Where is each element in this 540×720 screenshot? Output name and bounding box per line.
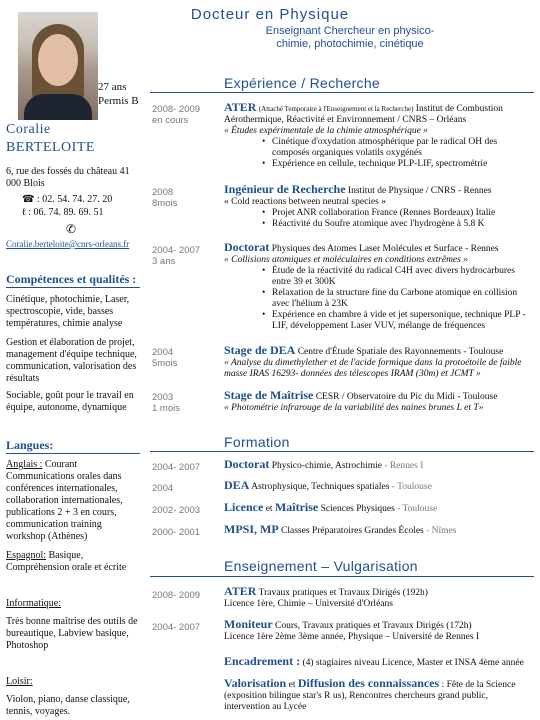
formation-entry: Licence et Maîtrise Sciences Physiques - Toulouse — [224, 500, 438, 514]
enseignement-entry: Moniteur Cours, Travaux pratiques et Travaux Dirigés (172h) Licence 1ère 2ème 3ème année, Physique – Université de Rennes I — [224, 617, 480, 642]
experience-heading: Expérience / Recherche — [224, 75, 381, 91]
espagnol — [6, 550, 132, 574]
entry-bullet: • Projet ANR collaboration France (Rennes Bordeaux) Italie — [272, 208, 536, 219]
entry-dates: 2000- 2001 — [152, 527, 201, 538]
entry-place: Centre d'Étude Spatiale des Rayonnements - Toulouse — [295, 347, 504, 357]
entry-dates: 2004 5mois — [152, 347, 178, 369]
last-name: BERTELOITE — [6, 140, 95, 155]
entry-subject: « Études expérimentale de la chimie atmosphérique » — [224, 126, 428, 136]
mobile-icon: ℓ — [22, 207, 26, 218]
entry-place: Physiques des Atomes Laser Molécules et Surface - Rennes — [269, 244, 499, 254]
driving-licence: Permis B — [98, 95, 139, 107]
entry-subject: « Cold reactions between neutral species » — [224, 197, 386, 207]
entry-dates: 2004 — [152, 483, 174, 494]
entry-subject: « Analyse du dimethylether et de l'acide formique dans la protoétoile de faible masse IRAS 16293- données des télescopes IRAM (30m) et JCMT » — [224, 358, 522, 379]
divider — [150, 92, 534, 93]
divider — [6, 287, 140, 288]
entry-title: Stage de DEA — [224, 343, 296, 357]
anglais-text: Courant Communications orales dans conférences internationales, collaboration internationales, publications 2 + 3 en cours, communication training workshop (Athènes) — [6, 459, 123, 542]
email-icon: ✆ — [66, 222, 77, 236]
entry-bullet: • Étude de la réactivité du radical C4H avec divers hydrocarbures entre 39 et 300K — [272, 266, 536, 288]
formation-entry: MPSI, MP Classes Préparatoires Grandes Écoles - Nîmes — [224, 522, 457, 536]
anglais — [6, 459, 132, 543]
entry-title: Stage de Maîtrise — [224, 388, 314, 402]
entry-bullet: • Cinétique d'oxydation atmosphérique par le radical OH des composés organiques volatils oxygénés — [272, 137, 536, 159]
entry-place: Institut de Physique / CNRS - Rennes — [345, 186, 492, 196]
formation-heading: Formation — [224, 434, 290, 450]
entry-dates: 2008- 2009 en cours — [152, 104, 201, 126]
first-name: Coralie — [6, 122, 51, 137]
entry-subject: « Photométrie infrarouge de la variabilité des naines brunes L et T» — [224, 403, 484, 413]
valorisation: Valorisation et Diffusion des connaissances : Fête de la Science (exposition bilingue star's R us), Rencontres chercheurs grand public, intervention au Lycée — [224, 676, 516, 712]
page-subtitle: Enseignant Chercheur en physico-chimie, photochimie, cinétique — [265, 25, 435, 50]
phone-icon: ☎ — [22, 194, 35, 205]
experience-entry — [224, 242, 536, 332]
entry-bullet: • Réactivité du Soufre atomique avec l'hydrogène à 5.8 K — [272, 219, 536, 230]
enseignement-entry: ATER Travaux pratiques et Travaux Dirigés (192h) Licence 1ère, Chimie – Université d'Orléans — [224, 584, 428, 609]
entry-dates: 2003 1 mois — [152, 392, 180, 414]
entry-dates: 2008- 2009 — [152, 590, 201, 601]
profile-photo — [18, 12, 98, 120]
divider — [6, 453, 140, 454]
langues-heading: Langues: — [6, 438, 54, 452]
entry-bullet: • Expérience en chambre à vide et jet supersonique, technique PLP - LIF, développement Laser VUV, mélange de fréquences — [272, 310, 536, 332]
entry-title: ATER — [224, 100, 257, 114]
anglais-label: Anglais : — [6, 459, 43, 470]
phone-row — [22, 194, 112, 206]
espagnol-label: Espagnol: — [6, 550, 46, 561]
experience-entry — [224, 345, 536, 380]
address: 6, rue des fossés du château 41 000 Blois — [6, 166, 130, 189]
entry-place: CESR / Observatoire du Pic du Midi - Toulouse — [313, 392, 498, 402]
experience-entry — [224, 390, 536, 414]
experience-entry — [224, 184, 536, 230]
entry-place: Institut de Combustion Aérothermique, Réactivité et Environnement / CNRS – Orléans — [224, 104, 503, 125]
loisir-heading: Loisir: — [6, 676, 33, 687]
entry-note: (Attaché Temporaire à l'Enseignement et la Recherche) — [258, 105, 414, 113]
espagnol-text: Basique, Compréhension orale et écrite — [6, 550, 127, 573]
formation-entry: Doctorat Physico-chimie, Astrochimie - Rennes I — [224, 457, 424, 471]
entry-dates: 2004- 2007 — [152, 622, 201, 633]
page-title: Docteur en Physique — [190, 6, 350, 23]
experience-entry — [224, 102, 536, 170]
phone: : 02. 54. 74. 27. 20 — [36, 194, 113, 205]
entry-dates: 2004- 2007 — [152, 462, 201, 473]
entry-bullet: • Expérience en cellule, technique PLP-LIF, spectrométrie — [272, 159, 536, 170]
entry-subject: « Collisions atomiques et moléculaires en conditions extrêmes » — [224, 255, 468, 265]
formation-entry: DEA Astrophysique, Techniques spatiales - Toulouse — [224, 478, 432, 492]
competence-item: Sociable, goût pour le travail en équipe, autonome, dynamique — [6, 390, 134, 413]
fax: : 06. 74. 89. 69. 51 — [28, 207, 104, 218]
informatique-heading: Informatique: — [6, 598, 61, 609]
entry-dates: 2008 8mois — [152, 187, 178, 209]
entry-dates: 2004- 2007 3 ans — [152, 245, 201, 267]
entry-dates: 2002- 2003 — [152, 505, 201, 516]
competences-heading: Compétences et qualités : — [6, 272, 137, 286]
loisir-text: Violon, piano, danse classique, tennis, voyages. — [6, 694, 130, 717]
email-link[interactable]: Coralie.berteloite@cnrs-orleans.fr — [6, 239, 130, 249]
entry-bullet: • Relaxation de la structure fine du Carbone atomique en collision avec l'hélium à 23K — [272, 288, 536, 310]
enseignement-heading: Enseignement – Vulgarisation — [224, 558, 418, 574]
competence-item: Cinétique, photochimie, Laser, spectroscopie, vide, basses températures, chimie analyse — [6, 294, 130, 329]
age: 27 ans — [98, 81, 127, 93]
entry-title: Ingénieur de Recherche — [224, 182, 346, 196]
fax-row — [22, 207, 104, 219]
informatique-text: Très bonne maîtrise des outils de bureautique, Labview basique, Photoshop — [6, 616, 138, 651]
entry-title: Doctorat — [224, 240, 270, 254]
divider — [150, 576, 534, 577]
competence-item: Gestion et élaboration de projet, management d'équipe technique, communication, valorisation des résultats — [6, 337, 137, 384]
encadrement: Encadrement : (4) stagiaires niveau Licence, Master et INSA 4ème année — [224, 654, 524, 668]
divider — [150, 451, 534, 452]
